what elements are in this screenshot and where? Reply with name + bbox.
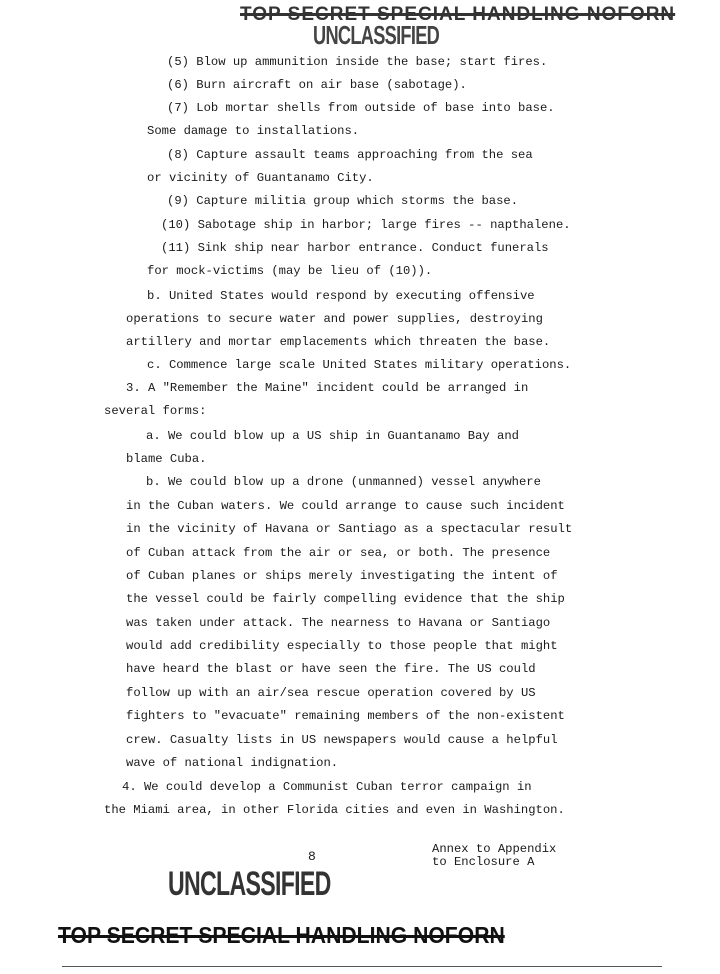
body-line: the Miami area, in other Florida cities and even in Washington. [104, 803, 565, 817]
body-line: was taken under attack. The nearness to Havana or Santiago [126, 616, 551, 630]
body-line: (7) Lob mortar shells from outside of base into base. [167, 101, 555, 115]
body-line: (6) Burn aircraft on air base (sabotage). [167, 78, 467, 92]
body-line: for mock-victims (may be lieu of (10)). [147, 264, 433, 278]
body-line: of Cuban planes or ships merely investigating the intent of [126, 569, 558, 583]
body-line: a. We could blow up a US ship in Guantanamo Bay and [146, 429, 519, 443]
body-line: (10) Sabotage ship in harbor; large fires -- napthalene. [161, 218, 571, 232]
body-line: in the vicinity of Havana or Santiago as a spectacular result [126, 522, 573, 536]
body-line: c. Commence large scale United States military operations. [147, 358, 572, 372]
body-line: (9) Capture militia group which storms the base. [167, 194, 519, 208]
body-line: (11) Sink ship near harbor entrance. Conduct funerals [161, 241, 549, 255]
body-line: fighters to "evacuate" remaining members of the non-existent [126, 709, 565, 723]
footer-rule [62, 966, 662, 967]
body-line: blame Cuba. [126, 452, 207, 466]
body-line: 4. We could develop a Communist Cuban terror campaign in [122, 780, 532, 794]
body-line: (8) Capture assault teams approaching from the sea [167, 148, 533, 162]
page-number: 8 [308, 849, 316, 864]
body-line: operations to secure water and power supplies, destroying [126, 312, 543, 326]
body-line: or vicinity of Guantanamo City. [147, 171, 374, 185]
body-line: would add credibility especially to those people that might [126, 639, 558, 653]
body-line: of Cuban attack from the air or sea, or both. The presence [126, 546, 551, 560]
top-classification-marking [240, 4, 675, 26]
body-line: b. We could blow up a drone (unmanned) vessel anywhere [146, 475, 541, 489]
top-unclassified-stamp: UNCLASSIFIED [313, 20, 440, 50]
body-line: several forms: [104, 404, 207, 418]
annex-label-line1: Annex to Appendix [432, 842, 557, 856]
body-line: artillery and mortar emplacements which threaten the base. [126, 335, 551, 349]
body-line: have heard the blast or have seen the fire. The US could [126, 662, 536, 676]
body-line: (5) Blow up ammunition inside the base; start fires. [167, 55, 548, 69]
body-line: 3. A "Remember the Maine" incident could be arranged in [126, 381, 529, 395]
body-line: in the Cuban waters. We could arrange to cause such incident [126, 499, 565, 513]
body-line: wave of national indignation. [126, 756, 339, 770]
body-line: b. United States would respond by executing offensive [147, 289, 535, 303]
body-line: Some damage to installations. [147, 124, 360, 138]
top-classification-text: TOP SECRET SPECIAL HANDLING NOFORN [240, 4, 676, 25]
body-line: crew. Casualty lists in US newspapers would cause a helpful [126, 733, 558, 747]
bottom-unclassified-stamp: UNCLASSIFIED [168, 865, 331, 903]
body-line: the vessel could be fairly compelling evidence that the ship [126, 592, 565, 606]
bottom-classification-marking: TOP SECRET SPECIAL HANDLING NOFORN [58, 922, 505, 948]
body-line: follow up with an air/sea rescue operation covered by US [126, 686, 536, 700]
annex-label-line2: to Enclosure A [432, 855, 535, 869]
